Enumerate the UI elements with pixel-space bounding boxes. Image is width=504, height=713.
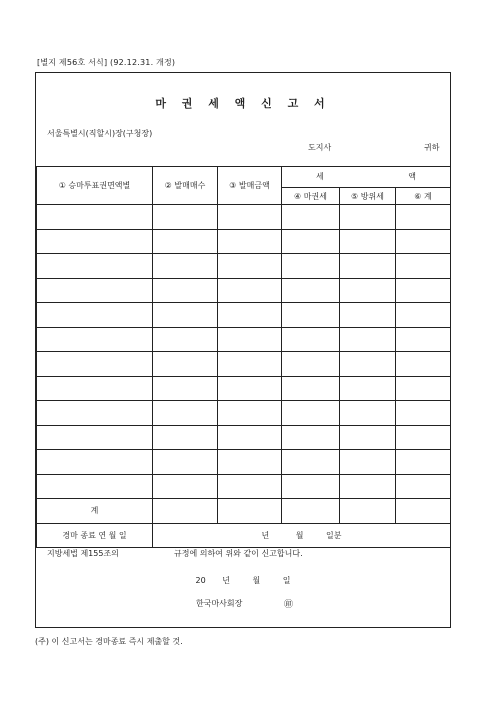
tax-table (36, 166, 451, 548)
table-cell[interactable] (396, 401, 451, 426)
table-cell[interactable] (153, 229, 218, 254)
table-row (37, 254, 451, 279)
table-row (37, 474, 451, 499)
table-cell[interactable] (218, 376, 282, 401)
signer-name: 한국마사회장 (196, 599, 243, 608)
tax-header-left: 세 (316, 172, 324, 181)
table-cell[interactable] (153, 278, 218, 303)
table-cell[interactable] (37, 450, 153, 475)
race-end-row (37, 523, 451, 548)
column-header-tax-amount (282, 167, 451, 188)
table-cell[interactable] (340, 229, 396, 254)
table-cell[interactable] (396, 303, 451, 328)
table-cell[interactable] (340, 450, 396, 475)
table-cell[interactable] (340, 401, 396, 426)
table-cell[interactable] (218, 303, 282, 328)
column-header-defense-tax: ⑤ 방위세 (340, 188, 396, 205)
date-day: 일 (282, 576, 291, 585)
tax-header-right: 액 (408, 172, 417, 181)
table-cell[interactable] (218, 425, 282, 450)
form-number-note: [별지 제56호 서식] (92.12.31. 개정) (37, 58, 176, 67)
table-cell[interactable] (340, 474, 396, 499)
total-cell[interactable] (282, 499, 340, 524)
table-cell[interactable] (218, 352, 282, 377)
table-cell[interactable] (37, 376, 153, 401)
table-cell[interactable] (340, 352, 396, 377)
table-cell[interactable] (396, 229, 451, 254)
race-end-year: 년 (261, 530, 270, 540)
table-cell[interactable] (218, 254, 282, 279)
table-cell[interactable] (153, 327, 218, 352)
table-cell[interactable] (153, 352, 218, 377)
table-cell[interactable] (282, 327, 340, 352)
table-cell[interactable] (396, 278, 451, 303)
date-month: 월 (252, 576, 261, 585)
statement-text: 규정에 의하여 위와 같이 신고합니다. (174, 549, 303, 558)
total-row (37, 499, 451, 524)
table-cell[interactable] (153, 254, 218, 279)
table-cell[interactable] (37, 425, 153, 450)
table-cell[interactable] (37, 401, 153, 426)
table-cell[interactable] (37, 205, 153, 230)
seal-mark: ㊞ (284, 600, 294, 610)
table-cell[interactable] (396, 352, 451, 377)
table-cell[interactable] (218, 278, 282, 303)
declaration-statement (47, 548, 303, 559)
table-row (37, 205, 451, 230)
table-cell[interactable] (282, 278, 340, 303)
table-cell[interactable] (153, 303, 218, 328)
tax-report-form (35, 72, 451, 628)
table-cell[interactable] (340, 205, 396, 230)
table-row (37, 425, 451, 450)
table-row (37, 376, 451, 401)
race-end-date-field[interactable] (153, 523, 451, 548)
table-cell[interactable] (282, 401, 340, 426)
table-cell[interactable] (37, 352, 153, 377)
table-cell[interactable] (340, 254, 396, 279)
declaration-date (36, 575, 450, 586)
table-row (37, 229, 451, 254)
table-cell[interactable] (37, 254, 153, 279)
table-cell[interactable] (218, 474, 282, 499)
statement-law-reference: 지방세법 제155조의 (47, 549, 119, 558)
race-end-day: 일분 (326, 530, 342, 540)
table-cell[interactable] (340, 278, 396, 303)
table-cell[interactable] (218, 229, 282, 254)
table-cell[interactable] (396, 450, 451, 475)
table-cell[interactable] (37, 303, 153, 328)
table-cell[interactable] (396, 254, 451, 279)
total-cell[interactable] (340, 499, 396, 524)
table-cell[interactable] (340, 376, 396, 401)
date-year-prefix: 20 (195, 576, 206, 585)
table-cell[interactable] (153, 425, 218, 450)
table-cell[interactable] (37, 229, 153, 254)
race-end-label: 경마 종료 연 월 일 (37, 523, 153, 548)
table-cell[interactable] (340, 327, 396, 352)
table-cell[interactable] (340, 425, 396, 450)
table-cell[interactable] (153, 474, 218, 499)
table-cell[interactable] (153, 401, 218, 426)
column-header-horse-tax: ④ 마권세 (282, 188, 340, 205)
total-cell[interactable] (153, 499, 218, 524)
table-cell[interactable] (37, 327, 153, 352)
table-cell[interactable] (37, 474, 153, 499)
race-end-month: 월 (295, 530, 304, 540)
table-cell[interactable] (340, 303, 396, 328)
table-cell[interactable] (153, 450, 218, 475)
honorific-label: 귀하 (424, 143, 440, 152)
column-header-sale-amount: ③ 발매금액 (218, 167, 282, 205)
table-cell[interactable] (282, 352, 340, 377)
table-cell[interactable] (282, 254, 340, 279)
table-cell[interactable] (282, 376, 340, 401)
table-cell[interactable] (396, 376, 451, 401)
addressee-line: 서울특별시(직할시)장(구청장) (47, 129, 153, 138)
form-title: 마 권 세 액 신 고 서 (155, 97, 331, 110)
table-cell[interactable] (218, 205, 282, 230)
table-cell[interactable] (396, 425, 451, 450)
total-cell[interactable] (218, 499, 282, 524)
table-cell[interactable] (396, 327, 451, 352)
table-cell[interactable] (282, 474, 340, 499)
table-cell[interactable] (218, 327, 282, 352)
table-cell[interactable] (218, 450, 282, 475)
date-year: 년 (222, 576, 230, 585)
table-cell[interactable] (396, 474, 451, 499)
table-cell[interactable] (37, 278, 153, 303)
total-label: 계 (37, 499, 153, 524)
table-cell[interactable] (282, 450, 340, 475)
column-header-sale-count: ② 발매매수 (153, 167, 218, 205)
table-cell[interactable] (153, 205, 218, 230)
footnote: (주) 이 신고서는 경마종료 즉시 제출할 것. (35, 637, 183, 646)
table-cell[interactable] (153, 376, 218, 401)
table-row (37, 352, 451, 377)
table-cell[interactable] (282, 205, 340, 230)
table-row (37, 450, 451, 475)
governor-label: 도지사 (308, 143, 332, 152)
table-cell[interactable] (282, 425, 340, 450)
table-cell[interactable] (282, 303, 340, 328)
table-row (37, 303, 451, 328)
table-cell[interactable] (282, 229, 340, 254)
table-cell[interactable] (218, 401, 282, 426)
total-cell[interactable] (396, 499, 451, 524)
table-row (37, 278, 451, 303)
table-row (37, 401, 451, 426)
column-header-face-value: ① 승마투표권면액별 (37, 167, 153, 205)
table-cell[interactable] (396, 205, 451, 230)
column-header-subtotal: ⑥ 계 (396, 188, 451, 205)
table-row (37, 327, 451, 352)
